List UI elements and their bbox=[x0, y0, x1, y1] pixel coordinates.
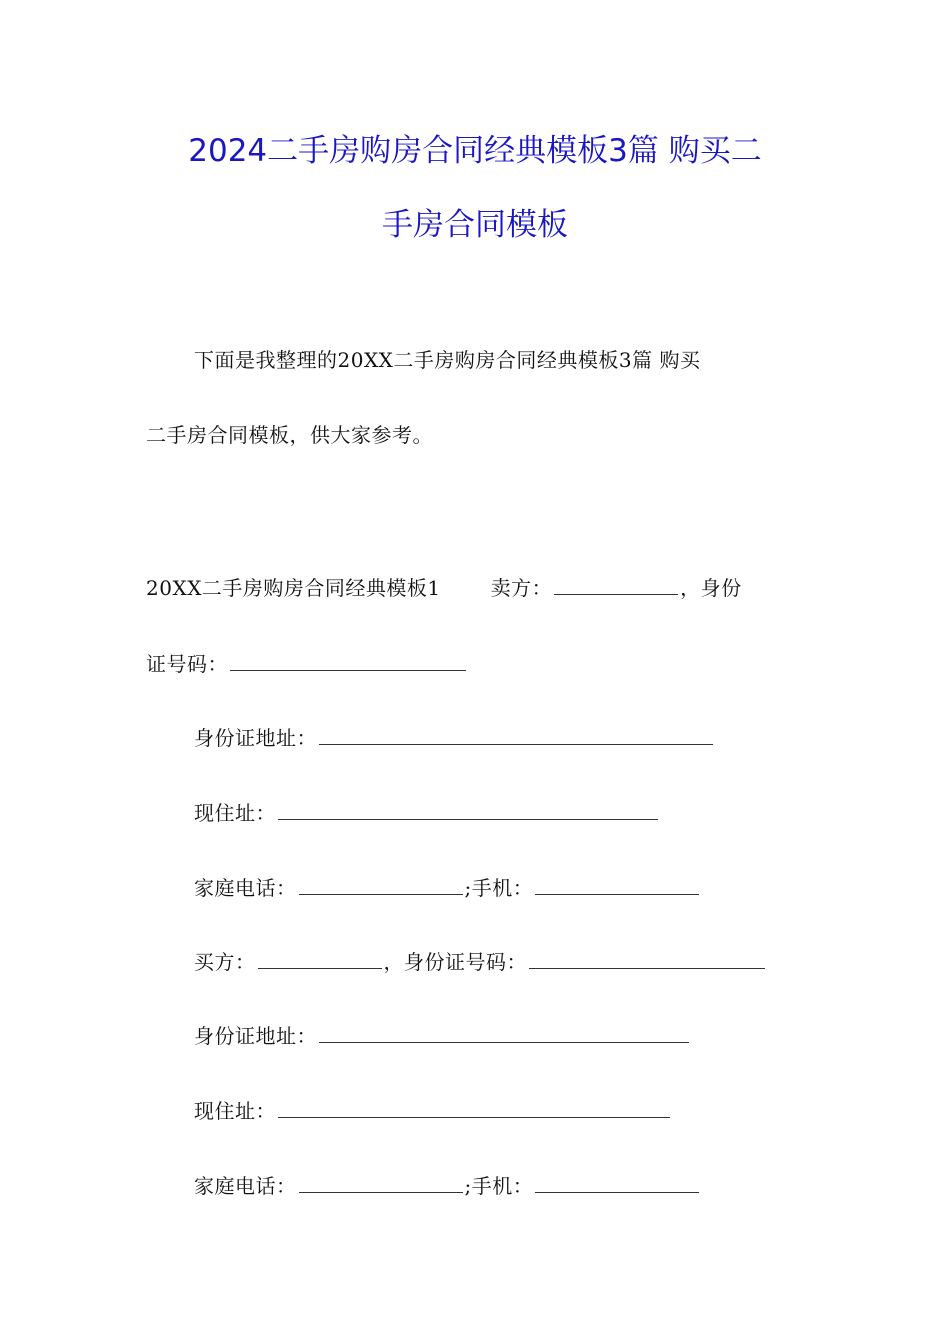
seller-id-address-row bbox=[194, 724, 715, 748]
seller-name-blank[interactable] bbox=[554, 574, 678, 595]
seller-id-number-row bbox=[146, 650, 468, 674]
seller-id-suffix: ，身份 bbox=[680, 576, 742, 600]
section-heading: 20XX二手房购房合同经典模板1 bbox=[146, 576, 441, 600]
buyer-id-number-blank[interactable] bbox=[529, 948, 765, 969]
buyer-current-address-label: 现住址： bbox=[194, 1099, 276, 1123]
buyer-phone-row bbox=[194, 1172, 701, 1196]
buyer-id-address-label: 身份证地址： bbox=[194, 1024, 317, 1048]
intro-paragraph-line-1: 下面是我整理的20XX二手房购房合同经典模板3篇 购买 bbox=[194, 348, 701, 372]
document-title-line-2: 手房合同模板 bbox=[382, 207, 568, 243]
seller-current-address-row bbox=[194, 799, 660, 823]
buyer-name-blank[interactable] bbox=[258, 948, 382, 969]
buyer-label: 买方： bbox=[194, 950, 256, 974]
seller-id-number-label: 证号码： bbox=[146, 652, 228, 676]
buyer-id-number-label: ，身份证号码： bbox=[383, 950, 527, 974]
intro-paragraph-line-2: 二手房合同模板，供大家参考。 bbox=[146, 423, 433, 447]
document-title-line-1: 2024二手房购房合同经典模板3篇 购买二 bbox=[188, 133, 762, 169]
buyer-mobile-label: ;手机： bbox=[464, 1174, 534, 1198]
buyer-home-phone-label: 家庭电话： bbox=[194, 1174, 297, 1198]
seller-home-phone-label: 家庭电话： bbox=[194, 876, 297, 900]
buyer-mobile-blank[interactable] bbox=[535, 1172, 699, 1193]
buyer-current-address-blank[interactable] bbox=[278, 1097, 670, 1118]
seller-mobile-blank[interactable] bbox=[535, 874, 699, 895]
buyer-home-phone-blank[interactable] bbox=[299, 1172, 463, 1193]
seller-home-phone-blank[interactable] bbox=[299, 874, 463, 895]
seller-id-address-blank[interactable] bbox=[319, 724, 713, 745]
seller-id-number-blank[interactable] bbox=[230, 650, 466, 671]
buyer-id-address-row bbox=[194, 1022, 691, 1046]
seller-mobile-label: ;手机： bbox=[464, 876, 534, 900]
seller-label: 卖方： bbox=[490, 576, 553, 600]
seller-current-address-blank[interactable] bbox=[278, 799, 658, 820]
buyer-row bbox=[194, 948, 767, 972]
seller-id-address-label: 身份证地址： bbox=[194, 726, 317, 750]
buyer-current-address-row bbox=[194, 1097, 672, 1121]
section-heading-row bbox=[146, 574, 742, 598]
buyer-id-address-blank[interactable] bbox=[319, 1022, 689, 1043]
seller-phone-row bbox=[194, 874, 701, 898]
seller-current-address-label: 现住址： bbox=[194, 801, 276, 825]
